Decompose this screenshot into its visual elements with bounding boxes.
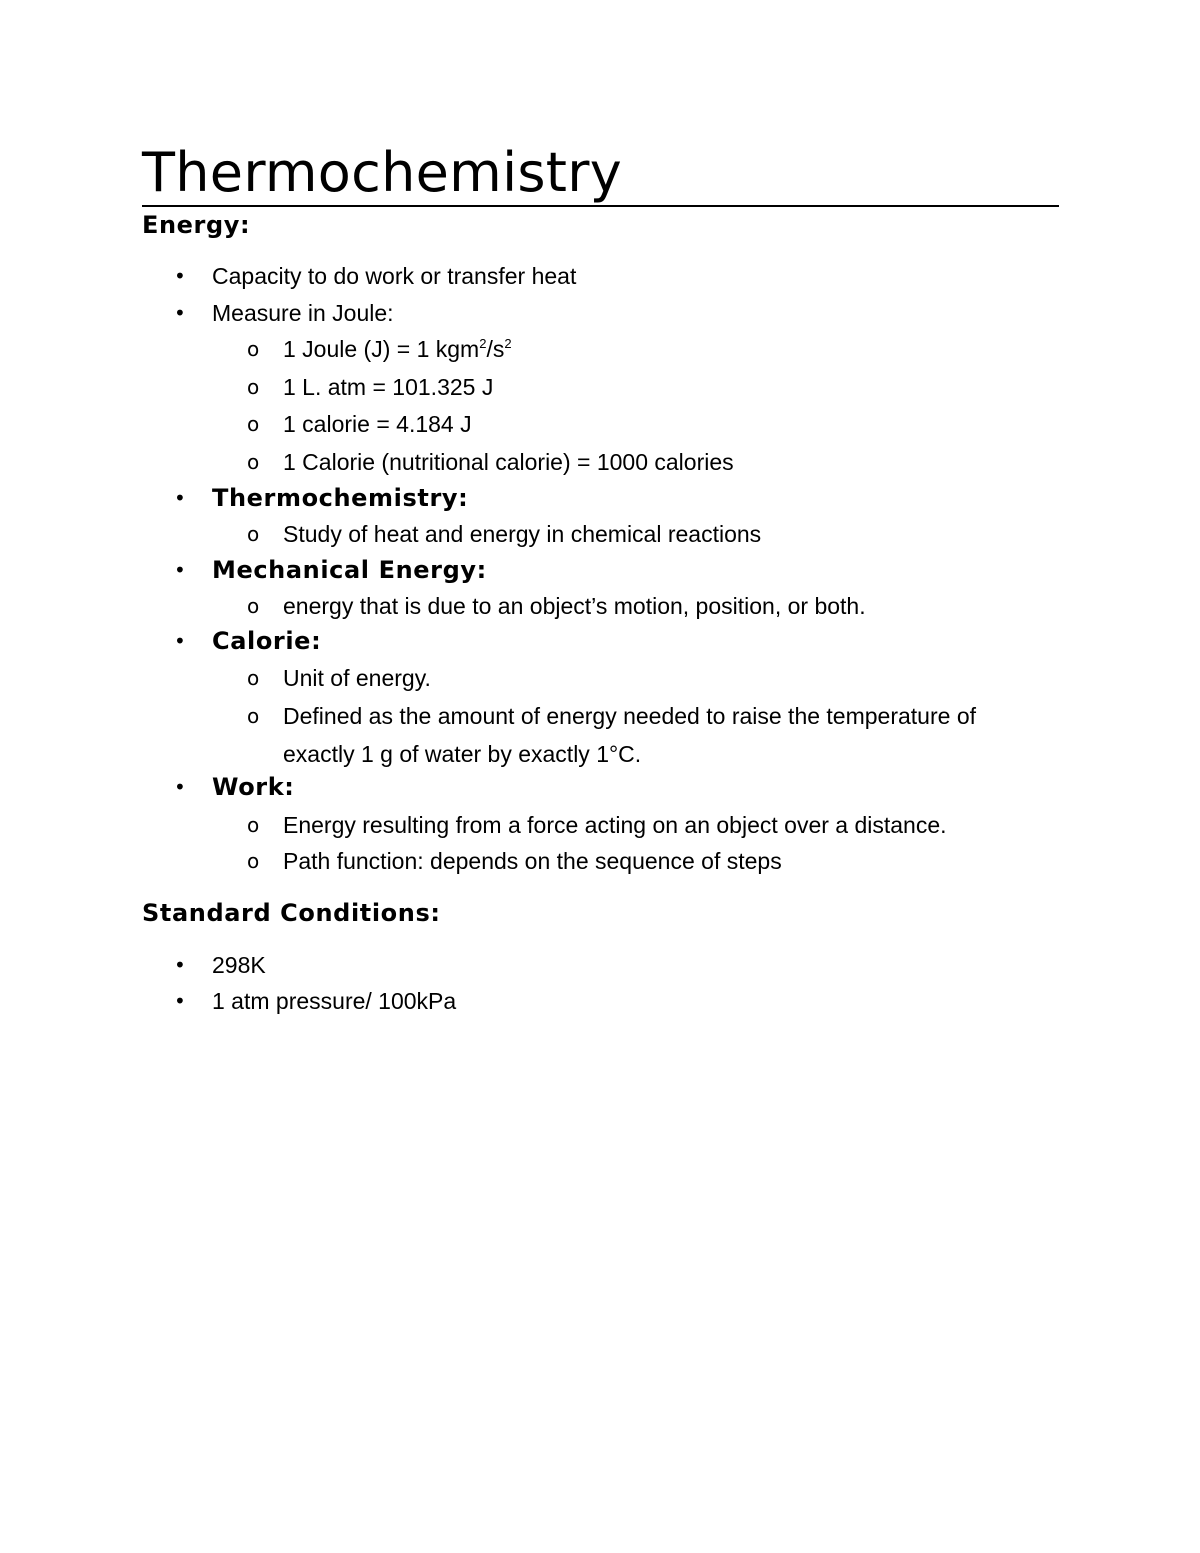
sub-list-item-text: Path function: depends on the sequence of steps <box>283 848 782 874</box>
bullet-icon: • <box>174 989 186 1013</box>
sub-list-item <box>0 588 1200 624</box>
list-item <box>0 552 1200 588</box>
section-heading-standard-conditions: Standard Conditions: <box>142 899 441 927</box>
sub-list-item <box>0 516 1200 552</box>
list-item <box>0 769 1200 805</box>
joule-sup-1: 2 <box>479 336 487 351</box>
sub-list-item <box>0 369 1200 405</box>
joule-definition <box>283 331 512 367</box>
sub-bullet-icon: o <box>247 450 260 474</box>
sub-list-item-text: Unit of energy. <box>283 665 431 691</box>
list-item-text: 1 atm pressure/ 100kPa <box>212 988 457 1014</box>
sub-list-item-text: 1 Calorie (nutritional calorie) = 1000 calories <box>283 449 734 475</box>
sub-bullet-icon: o <box>247 813 260 837</box>
sub-bullet-icon: o <box>247 412 260 436</box>
sub-list-item-text: Defined as the amount of energy needed to raise the temperature of <box>283 703 976 729</box>
subsection-heading-thermochemistry: Thermochemistry: <box>212 484 469 512</box>
sub-list-item <box>0 444 1200 480</box>
title-underline <box>142 205 1059 207</box>
bullet-icon: • <box>174 558 186 582</box>
sub-bullet-icon: o <box>247 594 260 618</box>
sub-bullet-icon: o <box>247 666 260 690</box>
bullet-icon: • <box>174 264 186 288</box>
list-item-text: Measure in Joule: <box>212 300 394 326</box>
bullet-icon: • <box>174 486 186 510</box>
sub-bullet-icon: o <box>247 849 260 873</box>
bullet-icon: • <box>174 629 186 653</box>
sub-list-item-text: energy that is due to an object’s motion, position, or both. <box>283 593 866 619</box>
bullet-icon: • <box>174 301 186 325</box>
sub-list-item <box>0 660 1200 696</box>
list-item <box>0 983 1200 1019</box>
section-heading-energy: Energy: <box>142 211 251 239</box>
list-item <box>0 623 1200 659</box>
sub-bullet-icon: o <box>247 522 260 546</box>
sub-bullet-icon: o <box>247 704 260 728</box>
sub-list-item-text: exactly 1 g of water by exactly 1°C. <box>283 741 642 767</box>
sub-list-item <box>0 331 1200 367</box>
subsection-heading-mechanical-energy: Mechanical Energy: <box>212 556 487 584</box>
sub-list-item-text: Energy resulting from a force acting on an object over a distance. <box>283 812 947 838</box>
list-item <box>0 258 1200 294</box>
bullet-icon: • <box>174 775 186 799</box>
sub-list-item <box>0 807 1200 843</box>
sub-list-item <box>0 406 1200 442</box>
sub-bullet-icon: o <box>247 337 260 361</box>
joule-sup-2: 2 <box>504 336 512 351</box>
sub-bullet-icon: o <box>247 375 260 399</box>
list-item <box>0 295 1200 331</box>
sub-list-item <box>0 698 1200 734</box>
list-item <box>0 947 1200 983</box>
joule-text-middle: /s <box>486 336 505 362</box>
sub-list-item-text: 1 L. atm = 101.325 J <box>283 374 494 400</box>
list-item-text: Capacity to do work or transfer heat <box>212 263 577 289</box>
sub-list-item <box>0 843 1200 879</box>
list-item <box>0 480 1200 516</box>
bullet-icon: • <box>174 953 186 977</box>
sub-list-item-text: 1 calorie = 4.184 J <box>283 411 472 437</box>
subsection-heading-calorie: Calorie: <box>212 627 322 655</box>
sub-list-item-text: Study of heat and energy in chemical reactions <box>283 521 762 547</box>
list-item-text: 298K <box>212 952 266 978</box>
subsection-heading-work: Work: <box>212 773 295 801</box>
joule-text-before: 1 Joule (J) = 1 kgm <box>283 336 480 362</box>
document-title: Thermochemistry <box>142 141 623 204</box>
sub-list-item-continuation <box>0 736 1200 772</box>
